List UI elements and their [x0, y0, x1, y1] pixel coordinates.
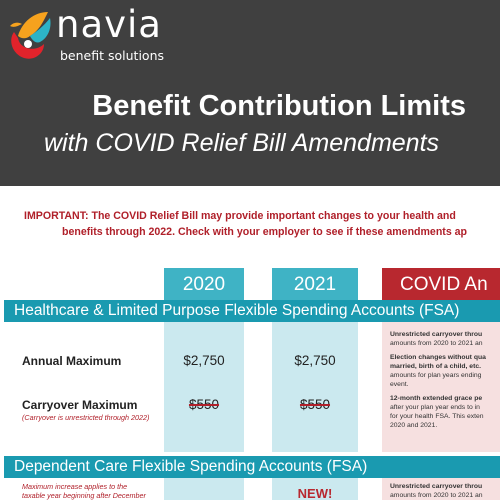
covid-fsa-line: 12-month extended grace pe	[390, 395, 483, 402]
column-2021-body	[272, 322, 358, 452]
row-label-carryover-maximum: Carryover Maximum	[22, 398, 138, 412]
header-banner	[0, 0, 500, 186]
column-header-2020: 2020	[164, 268, 244, 302]
page-title: Benefit Contribution Limits	[92, 90, 466, 122]
covid-fsa-line: Unrestricted carryover throu	[390, 331, 483, 338]
navia-logo	[0, 0, 190, 70]
carryover-maximum-2020	[164, 397, 244, 412]
covid-fsa-line: Election changes without qua	[390, 354, 486, 361]
covid-fsa-text	[390, 330, 500, 430]
notice-line-1: IMPORTANT: The COVID Relief Bill may provide important changes to your health and	[24, 210, 456, 222]
annual-maximum-2021: $2,750	[294, 353, 336, 368]
column-2020-body-2	[164, 478, 244, 500]
new-badge: NEW!	[297, 486, 333, 500]
column-header-covid: COVID An	[382, 268, 500, 302]
column-header-2021: 2021	[272, 268, 358, 302]
section-header-dcfsa: Dependent Care Flexible Spending Accounts (FSA)	[4, 456, 500, 478]
dcfsa-note-line-1: Maximum increase applies to the	[22, 482, 128, 491]
column-2020-body	[164, 322, 244, 452]
covid-fsa-line: for your health FSA. This exten	[390, 413, 484, 420]
covid-fsa-line: event.	[390, 381, 409, 388]
covid-dcfsa-line: amounts from 2020 to 2021 an	[390, 492, 483, 499]
covid-fsa-line: 2020 and 2021.	[390, 422, 438, 429]
carryover-note: (Carryover is unrestricted through 2022)	[22, 413, 150, 422]
carryover-2020-value: $550	[188, 397, 220, 412]
covid-fsa-line: after your plan year ends to in	[390, 404, 480, 411]
covid-fsa-line: married, birth of a child, etc.	[390, 363, 482, 370]
covid-fsa-line: amounts from 2020 to 2021 an	[390, 340, 483, 347]
covid-dcfsa-line: Unrestricted carryover throu	[390, 483, 483, 490]
navia-logo-icon	[4, 2, 58, 64]
covid-fsa-line: amounts for plan years ending	[390, 372, 482, 379]
row-label-annual-maximum: Annual Maximum	[22, 354, 122, 368]
important-notice	[14, 208, 500, 240]
brand-tagline: benefit solutions	[60, 48, 164, 63]
notice-line-2: benefits through 2022. Check with your employer to see if these amendments ap	[62, 226, 468, 238]
page-subtitle: with COVID Relief Bill Amendments	[44, 129, 440, 157]
brand-name: navia	[56, 3, 162, 46]
dcfsa-note-line-2: taxable year beginning after December	[22, 491, 146, 500]
covid-dcfsa-text	[390, 482, 500, 500]
carryover-maximum-2021	[272, 397, 358, 412]
section-header-fsa: Healthcare & Limited Purpose Flexible Spending Accounts (FSA)	[4, 300, 500, 322]
carryover-2021-value: $550	[299, 397, 331, 412]
annual-maximum-2020: $2,750	[183, 353, 225, 368]
